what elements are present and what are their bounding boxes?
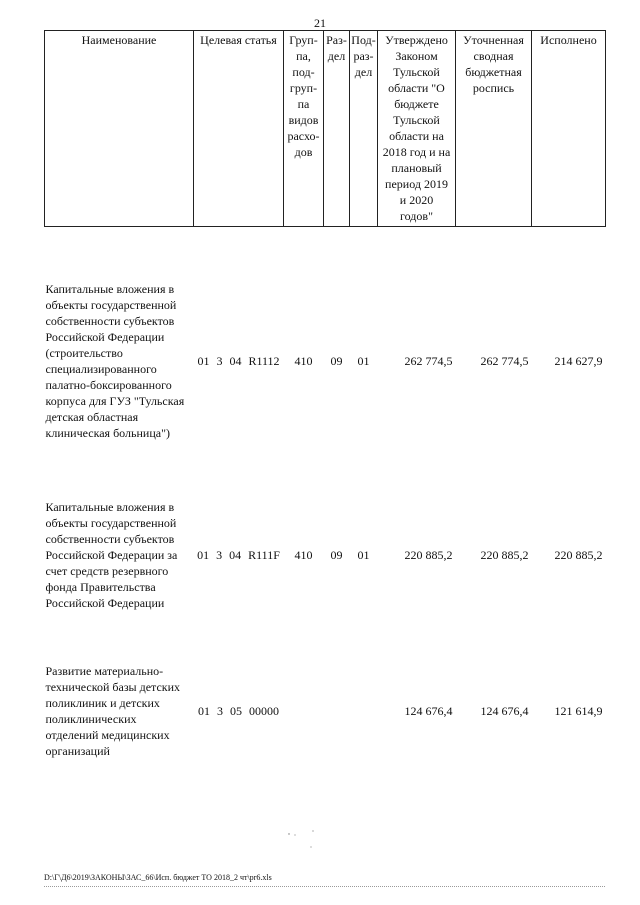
row-refined: 220 885,2 — [480, 548, 529, 562]
row-name: Развитие материально-технической базы детских поликлиник и детских поликлинических отделений медицинских организаций — [45, 663, 181, 758]
row-section — [324, 635, 350, 778]
row-subsection: 01 — [357, 354, 370, 368]
row-expense-group: 410 — [294, 548, 313, 562]
row-target-article: 01 3 04 R1112 — [197, 354, 280, 368]
header-name: Наименование — [45, 31, 194, 227]
footer-divider — [44, 886, 605, 887]
header-refined-budget: Уточненная сводная бюджетная роспись — [456, 31, 532, 227]
row-section: 09 — [330, 548, 343, 562]
table-row — [45, 635, 606, 778]
row-target-article: 01 3 04 R111F — [197, 548, 280, 562]
scan-specks — [285, 828, 325, 858]
row-refined: 124 676,4 — [480, 703, 529, 718]
header-subsection: Под- раз- дел — [350, 31, 378, 227]
table-row — [45, 475, 606, 635]
table-header-row — [45, 31, 606, 227]
file-path-footer: D:\Г\Д6\2019\ЗАКОНЫ\ЗАС_66\Исп. бюджет ТО 2018_2 чт\pr6.xls — [44, 873, 272, 882]
row-executed: 220 885,2 — [554, 548, 603, 562]
row-expense-group: 410 — [294, 354, 313, 368]
row-target-article: 01 3 05 00000 — [198, 703, 279, 718]
row-approved: 124 676,4 — [404, 703, 453, 718]
row-subsection — [350, 635, 378, 778]
row-name: Капитальные вложения в объекты государственной собственности субъектов Российской Федерации за счет средств резервного фонда Правительства Российской Федерации — [45, 500, 178, 610]
header-expense-group: Груп- па, под- груп- па видов расхо- дов — [284, 31, 324, 227]
row-executed: 121 614,9 — [554, 703, 603, 718]
row-section: 09 — [330, 354, 343, 368]
header-target-article: Целевая статья — [194, 31, 284, 227]
row-subsection: 01 — [357, 548, 370, 562]
header-approved-by-law: Утверждено Законом Тульской области "О бюджете Тульской области на 2018 год и на плановый период 2019 и 2020 годов" — [378, 31, 456, 227]
row-name: Капитальные вложения в объекты государственной собственности субъектов Российской Федерации (строительство специализированного палатно-боксированного корпуса для ГУЗ "Тульская детская областная клиническая больница") — [45, 282, 185, 440]
header-section: Раз- дел — [324, 31, 350, 227]
table-row — [45, 227, 606, 476]
budget-execution-table — [44, 30, 606, 778]
row-approved: 220 885,2 — [404, 548, 453, 562]
header-executed: Исполнено — [532, 31, 606, 227]
page-number: 21 — [314, 16, 326, 30]
row-approved: 262 774,5 — [404, 354, 453, 368]
row-executed: 214 627,9 — [554, 354, 603, 368]
row-refined: 262 774,5 — [480, 354, 529, 368]
row-expense-group — [284, 635, 324, 778]
